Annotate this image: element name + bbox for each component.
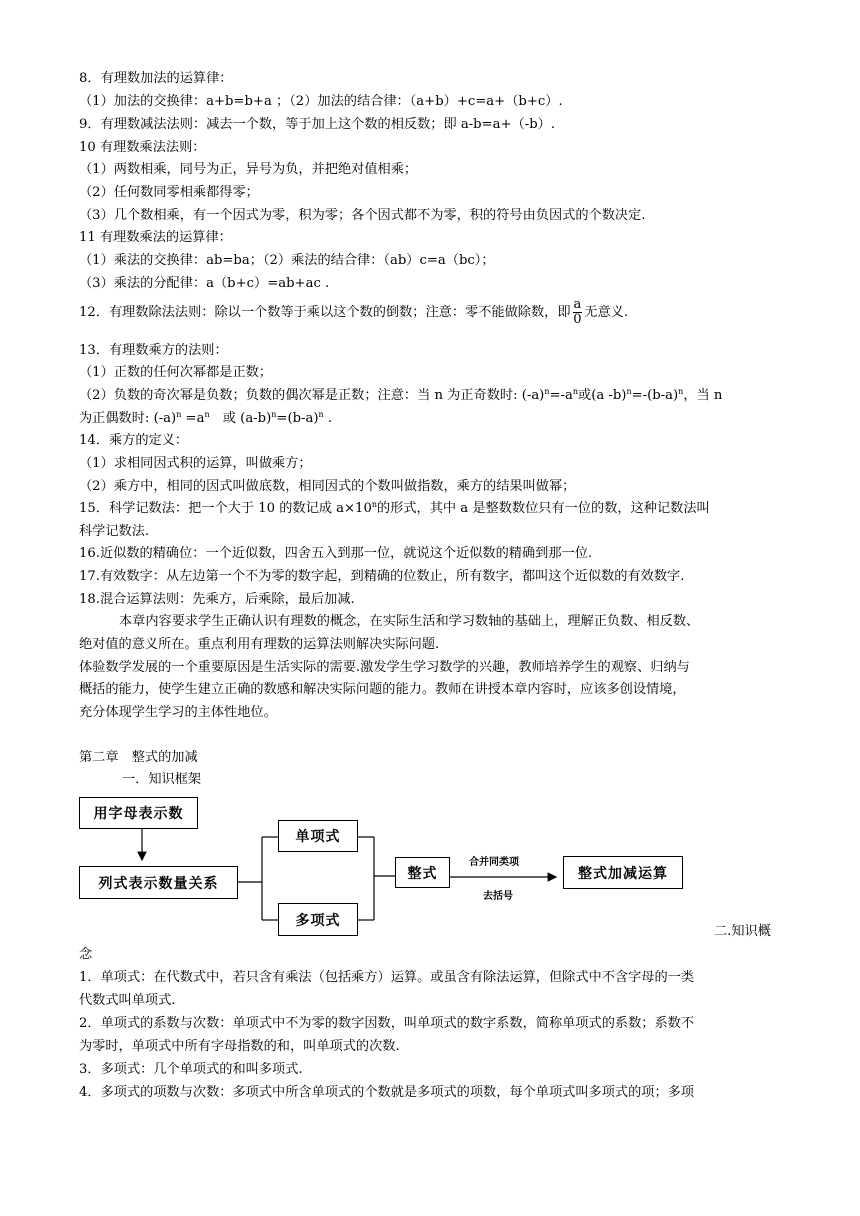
section-title: 二.知识概 xyxy=(714,924,771,939)
text-line: 为零时，单项式中所有字母指数的和，叫单项式的次数. xyxy=(79,1039,400,1054)
text-line: 代数式叫单项式. xyxy=(79,993,176,1008)
diagram-box-monomial: 单项式 xyxy=(278,820,358,852)
text-segment: =-(b-a) xyxy=(631,388,679,403)
text-segment: 无意义. xyxy=(584,305,629,320)
text-line: 17.有效数字：从左边第一个不为零的数字起，到精确的位数止，所有数字，都叫这个近似数的有效数字. xyxy=(79,569,685,584)
diagram-box-integral-expression: 整式 xyxy=(395,857,450,888)
section-title: 一．知识框架 xyxy=(122,772,202,787)
text-line: 10 有理数乘法法则： xyxy=(79,140,206,155)
exponent: n xyxy=(204,410,210,419)
text-line: 概括的能力，使学生建立正确的数感和解决实际问题的能力。教师在讲授本章内容时，应该多创设情境， xyxy=(79,682,686,697)
exponent: n xyxy=(176,410,182,419)
diagram-box-quantity-relations: 列式表示数量关系 xyxy=(79,866,238,899)
text-line: （1）乘法的交换律：ab=ba；（2）乘法的结合律：（ab）c=a（bc）； xyxy=(79,253,495,268)
text-line: 11 有理数乘法的运算律： xyxy=(79,230,232,245)
text-line: （1）正数的任何次幂都是正数； xyxy=(79,365,273,380)
text-line: 体验数学发展的一个重要原因是生活实际的需要.激发学生学习数学的兴趣，教师培养学生的观察、归纳与 xyxy=(79,660,690,675)
arrow-label-remove-brackets: 去括号 xyxy=(483,891,513,902)
exponent: n xyxy=(544,387,550,396)
text-line: 8．有理数加法的运算律： xyxy=(79,71,233,86)
text-line: （2）任何数同零相乘都得零； xyxy=(79,185,259,200)
text-line: 18.混合运算法则：先乘方，后乘除，最后加减. xyxy=(79,592,355,607)
diagram-box-letters-for-numbers: 用字母表示数 xyxy=(79,797,198,829)
text-line: （3）乘法的分配律：a（b+c）=ab+ac . xyxy=(79,276,330,291)
text-segment: 12．有理数除法法则：除以一个数等于乘以这个数的倒数；注意：零不能做除数，即 xyxy=(79,305,571,320)
text-line: 1．单项式：在代数式中，若只含有乘法（包括乘方）运算。或虽含有除法运算，但除式中不含字母的一类 xyxy=(79,970,695,985)
text-segment: =(b-a) xyxy=(276,411,319,426)
text-segment: . xyxy=(323,411,333,426)
exponent: n xyxy=(318,410,324,419)
text-line: 本章内容要求学生正确认识有理数的概念，在实际生活和学习数轴的基础上，理解正负数、相反数、 xyxy=(119,614,700,629)
text-segment: 的形式，其中 a 是整数数位只有一位的数，这种记数法叫 xyxy=(376,501,710,516)
text-line: （1）加法的交换律：a+b=b+a ；（2）加法的结合律：（a+b）+c=a+（b+c）. xyxy=(79,94,563,109)
text-line: 16.近似数的精确位：一个近似数，四舍五入到那一位，就说这个近似数的精确到那一位. xyxy=(79,546,593,561)
text-line: （3）几个数相乘，有一个因式为零，积为零；各个因式都不为零，积的符号由负因式的个数决定. xyxy=(79,208,646,223)
text-line: 充分体现学生学习的主体性地位。 xyxy=(79,705,277,720)
text-segment: 为正偶数时: (-a) xyxy=(79,411,177,426)
text-line: 2．单项式的系数与次数：单项式中不为零的数字因数，叫单项式的数字系数，简称单项式的系数；系数不 xyxy=(79,1016,695,1031)
text-line: （1）求相同因式积的运算，叫做乘方； xyxy=(79,456,312,471)
text-segment: （2）负数的奇次幂是负数；负数的偶次幂是正数；注意：当 n 为正奇数时: (-a) xyxy=(79,388,545,403)
text-line: 4．多项式的项数与次数：多项式中所含单项式的个数就是多项式的项数，每个单项式叫多项式的项；多项 xyxy=(79,1085,695,1100)
text-line: 科学记数法. xyxy=(79,524,150,539)
text-line: （1）两数相乘，同号为正，异号为负，并把绝对值相乘； xyxy=(79,162,418,177)
text-segment: ，当 n xyxy=(683,388,723,403)
diagram-box-add-subtract-operations: 整式加减运算 xyxy=(563,856,683,889)
text-segment: 或 (a-b) xyxy=(209,411,272,426)
text-segment: 或(a -b) xyxy=(578,388,627,403)
text-line: 13．有理数乘方的法则： xyxy=(79,343,228,358)
text-line: 念 xyxy=(79,947,93,962)
text-segment: =a xyxy=(181,411,205,426)
exponent: n xyxy=(626,387,632,396)
arrow-label-combine-like-terms: 合并同类项 xyxy=(469,857,519,868)
fraction-denominator: 0 xyxy=(573,312,582,327)
text-line: （2）乘方中，相同的因式叫做底数，相同因式的个数叫做指数，乘方的结果叫做幂； xyxy=(79,479,576,494)
diagram-box-polynomial: 多项式 xyxy=(278,903,358,936)
text-line: 9．有理数减法法则：减去一个数，等于加上这个数的相反数；即 a-b=a+（-b）. xyxy=(79,117,556,132)
exponent: n xyxy=(371,500,377,509)
exponent: n xyxy=(271,410,277,419)
text-segment: =-a xyxy=(549,388,573,403)
text-segment: 15．科学记数法：把一个大于 10 的数记成 a×10 xyxy=(79,501,372,516)
text-line: 3．多项式：几个单项式的和叫多项式. xyxy=(79,1062,303,1077)
chapter-title: 第二章 整式的加减 xyxy=(79,750,198,765)
text-line: 绝对值的意义所在。重点利用有理数的运算法则解决实际问题. xyxy=(79,637,440,652)
text-line: 14．乘方的定义： xyxy=(79,433,189,448)
exponent: n xyxy=(678,387,684,396)
fraction-numerator: a xyxy=(573,297,582,312)
exponent: n xyxy=(572,387,579,396)
